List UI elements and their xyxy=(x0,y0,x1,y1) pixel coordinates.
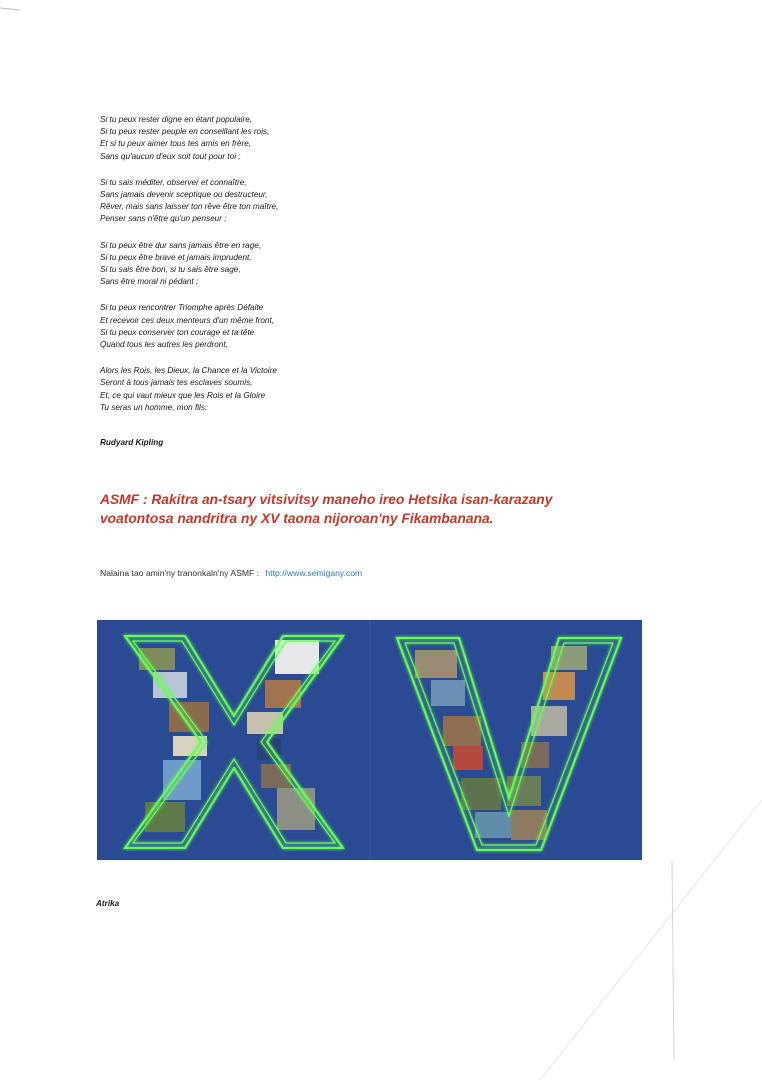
poem-line: Et, ce qui vaut mieux que les Rois et la Gloire xyxy=(100,390,266,400)
poem-line: Alors les Rois, les Dieux, la Chance et la Victoire xyxy=(100,366,277,376)
poem-line: Penser sans n'être qu'un penseur ; xyxy=(100,214,227,224)
poem-line: Rêver, mais sans laisser ton rêve être ton maître, xyxy=(100,202,279,212)
poem-line: Sans qu'aucun d'eux soit tout pour toi ; xyxy=(100,151,241,161)
poem xyxy=(100,114,420,428)
xv-anniversary-banner xyxy=(97,620,642,860)
poem-author: Rudyard Kipling xyxy=(100,438,164,447)
poem-line: Seront à tous jamais tes esclaves soumis, xyxy=(100,378,253,388)
poem-line: Et recevoir ces deux menteurs d'un même front, xyxy=(100,315,275,325)
poem-stanza xyxy=(100,177,420,226)
poem-line: Si tu peux rencontrer Triomphe après Défaite xyxy=(100,303,264,313)
xv-banner-graphic xyxy=(97,620,642,860)
page-headline: ASMF : Rakitra an-tsary vitsivitsy maneho ireo Hetsika isan-karazany voatontosa nandritra ny XV taona nijoroan'ny Fikambanana. xyxy=(100,492,553,526)
poem-stanza xyxy=(100,240,420,289)
poem-stanza xyxy=(100,365,420,414)
poem-stanza xyxy=(100,302,420,351)
poem-line: Si tu peux être dur sans jamais être en rage, xyxy=(100,240,262,250)
poem-line: Tu seras un homme, mon fils. xyxy=(100,402,208,412)
poem-line: Et si tu peux aimer tous tes amis en frère, xyxy=(100,139,252,149)
poem-line: Sans jamais devenir sceptique ou destructeur, xyxy=(100,190,268,200)
poem-line: Si tu peux conserver ton courage et ta tête xyxy=(100,327,255,337)
poem-line: Si tu peux rester peuple en conseillant les rois, xyxy=(100,127,270,137)
poem-line: Quand tous les autres les perdront, xyxy=(100,340,228,350)
website-reference xyxy=(100,568,362,578)
poem-stanza xyxy=(100,114,420,163)
poem-line: Si tu sais être bon, si tu sais être sage, xyxy=(100,265,241,275)
caption: Atrika xyxy=(96,899,120,908)
website-link[interactable]: http://www.semigany.com xyxy=(265,568,363,578)
x-letter-photos xyxy=(139,640,319,832)
poem-line: Si tu peux être brave et jamais imprudent, xyxy=(100,252,252,262)
website-label: Nalaina tao amin'ny tranonkaln'ny ASMF : xyxy=(100,568,260,578)
poem-line: Si tu peux rester digne en étant populaire, xyxy=(100,115,253,124)
v-letter-photos xyxy=(415,646,587,840)
poem-line: Si tu sais méditer, observer et connaître, xyxy=(100,177,247,187)
poem-line: Sans être moral ni pédant ; xyxy=(100,277,199,287)
